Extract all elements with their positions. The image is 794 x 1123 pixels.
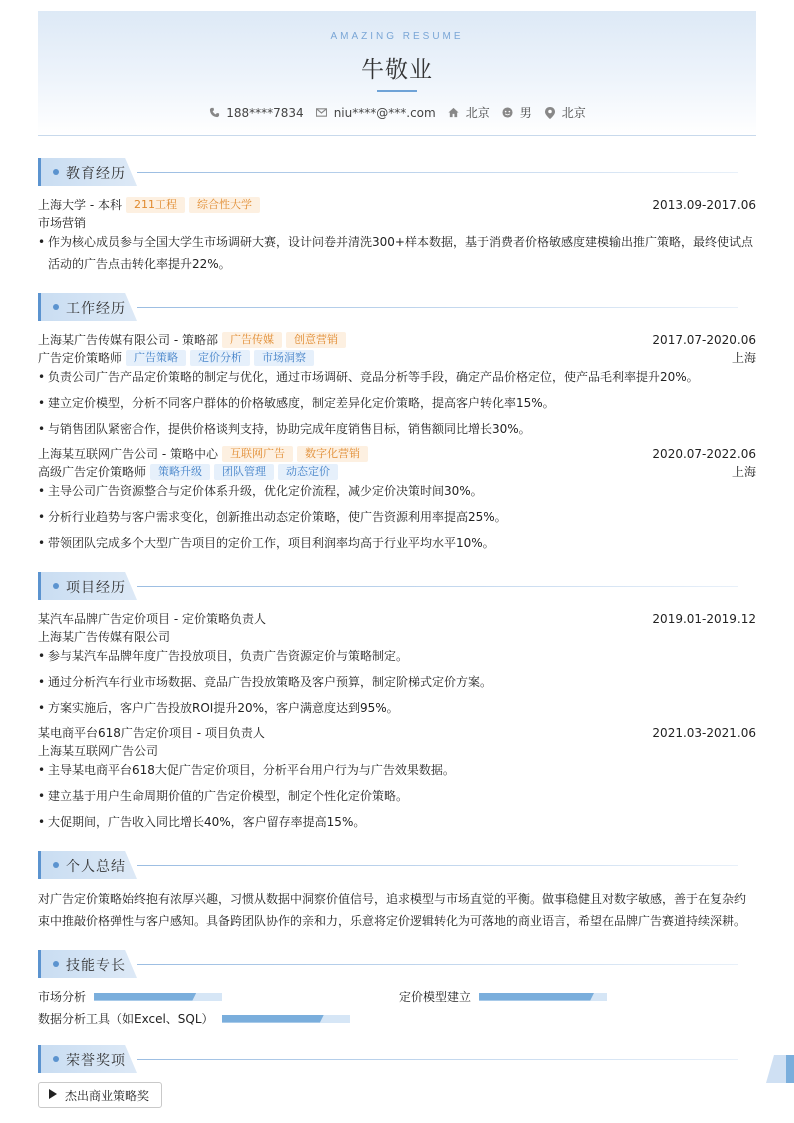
skill-bar (479, 993, 607, 1001)
candidate-name: 牛敬业 (361, 57, 433, 83)
summary-text: 对广告定价策略始终抱有浓厚兴趣，习惯从数据中洞察价值信号，追求模型与市场直觉的平衡。做事稳健且对数字敏感，善于在复杂约束中推敲价格弹性与客户感知。具备跨团队协作的亲和力，乐意将定价逻辑转化为可落地的商业语言，希望在品牌广告赛道持续深耕。 (38, 892, 747, 928)
work-company: 上海某互联网广告公司 - 策略中心 (38, 447, 218, 461)
corner-decoration (766, 1055, 794, 1083)
skill-item (38, 1010, 350, 1027)
section-divider (137, 586, 738, 587)
section-dot (53, 1056, 59, 1062)
work-position: 高级广告定价策略师 (38, 465, 147, 479)
section-title-skills: 技能专长 (66, 958, 126, 974)
education-major: 市场营销 (38, 216, 87, 230)
section-dot (53, 304, 59, 310)
contact-location (544, 104, 586, 121)
education-header (38, 196, 756, 213)
skill-item (38, 988, 222, 1005)
work-tag: 互联网广告 (222, 446, 293, 462)
work-date: 2017.07-2020.06 (652, 332, 756, 347)
contact-gender (502, 104, 532, 121)
contact-list (38, 104, 756, 121)
education-bullet: • 作为核心成员参与全国大学生市场调研大赛，设计问卷并清洗300+样本数据，基于消费者价格敏感度建模输出推广策略，最终使试点活动的广告点击转化率提升22%。 (38, 235, 753, 271)
section-education (38, 158, 738, 186)
resume-header (38, 11, 756, 136)
skill-bar-fill (479, 993, 594, 1001)
section-dot (53, 961, 59, 967)
section-title-summary: 个人总结 (66, 859, 126, 875)
work-skill-tag: 动态定价 (278, 464, 338, 480)
project-title: 某电商平台618广告定价项目 - 项目负责人 (38, 726, 265, 740)
project-org: 上海某广告传媒有限公司 (38, 630, 171, 644)
project-header (38, 724, 756, 741)
contact-phone-text: 188****7834 (226, 105, 304, 120)
contact-gender-text: 男 (519, 106, 532, 120)
work-bullet: • 与销售团队紧密合作，提供价格谈判支持，协助完成年度销售目标，销售额同比增长30%。 (38, 422, 531, 436)
work-position: 广告定价策略师 (38, 351, 123, 365)
section-dot (53, 862, 59, 868)
home-icon (448, 107, 460, 119)
work-tag: 数字化营销 (297, 446, 368, 462)
work-position-row (38, 463, 756, 480)
section-divider (137, 172, 738, 173)
work-bullet: • 主导公司广告资源整合与定价体系升级，优化定价流程，减少定价决策时间30%。 (38, 484, 483, 498)
play-icon (49, 1088, 57, 1102)
mail-icon (316, 107, 328, 119)
work-skill-tag: 广告策略 (126, 350, 186, 366)
section-work (38, 293, 738, 321)
work-bullet: • 负责公司广告产品定价策略的制定与优化，通过市场调研、竞品分析等手段，确定产品价格定位，使产品毛利率提升20%。 (38, 370, 699, 384)
project-bullet: • 通过分析汽车行业市场数据、竞品广告投放策略及客户预算，制定阶梯式定价方案。 (38, 675, 493, 689)
section-projects (38, 572, 738, 600)
skill-item (399, 988, 607, 1005)
project-org: 上海某互联网广告公司 (38, 744, 159, 758)
project-bullet: • 主导某电商平台618大促广告定价项目，分析平台用户行为与广告效果数据。 (38, 763, 455, 777)
award-badge (38, 1082, 162, 1108)
contact-home (448, 104, 490, 121)
section-divider (137, 1059, 738, 1060)
education-tag: 211工程 (126, 197, 185, 213)
work-city: 上海 (731, 351, 756, 365)
education-date: 2013.09-2017.06 (652, 197, 756, 212)
work-skill-tag: 市场洞察 (254, 350, 314, 366)
skill-bar-fill (94, 993, 196, 1001)
section-dot (53, 169, 59, 175)
work-city: 上海 (731, 465, 756, 479)
project-bullet: • 大促期间，广告收入同比增长40%，客户留存率提高15%。 (38, 815, 366, 829)
award-name: 杰出商业策略奖 (65, 1088, 150, 1103)
section-title-work: 工作经历 (66, 301, 126, 317)
project-date: 2019.01-2019.12 (652, 611, 756, 626)
skill-bar (222, 1015, 350, 1023)
work-tag: 创意营销 (286, 332, 346, 348)
contact-location-text: 北京 (561, 106, 586, 120)
project-title: 某汽车品牌广告定价项目 - 定价策略负责人 (38, 612, 266, 626)
skill-bar (94, 993, 222, 1001)
skill-bar-fill (222, 1015, 324, 1023)
contact-email (316, 104, 436, 121)
skill-name: 市场分析 (38, 990, 87, 1004)
gender-icon (502, 107, 514, 119)
section-summary (38, 851, 738, 879)
work-skill-tag: 策略升级 (150, 464, 210, 480)
work-bullet: • 分析行业趋势与客户需求变化，创新推出动态定价策略，使广告资源利用率提高25%。 (38, 510, 507, 524)
work-bullet: • 带领团队完成多个大型广告项目的定价工作，项目利润率均高于行业平均水平10%。 (38, 536, 495, 550)
project-header (38, 610, 756, 627)
project-date: 2021.03-2021.06 (652, 725, 756, 740)
contact-home-text: 北京 (465, 106, 490, 120)
project-bullet: • 参与某汽车品牌年度广告投放项目，负责广告资源定价与策略制定。 (38, 649, 409, 663)
skill-name: 定价模型建立 (399, 990, 472, 1004)
project-bullet: • 方案实施后，客户广告投放ROI提升20%，客户满意度达到95%。 (38, 701, 399, 715)
section-honors (38, 1045, 738, 1073)
location-icon (544, 107, 556, 119)
section-title-projects: 项目经历 (66, 580, 126, 596)
contact-email-text: niu****@***.com (333, 105, 436, 120)
education-school: 上海大学 - 本科 (38, 198, 122, 212)
work-skill-tag: 定价分析 (190, 350, 250, 366)
section-title-education: 教育经历 (66, 166, 126, 182)
work-position-row (38, 349, 756, 366)
header-sup: AMAZING RESUME (330, 31, 464, 42)
education-major-row (38, 214, 756, 231)
contact-phone (208, 104, 303, 121)
section-divider (137, 964, 738, 965)
phone-icon (208, 107, 220, 119)
work-company: 上海某广告传媒有限公司 - 策略部 (38, 333, 218, 347)
work-header (38, 331, 756, 348)
section-divider (137, 307, 738, 308)
work-header (38, 445, 756, 462)
section-title-honors: 荣誉奖项 (66, 1053, 126, 1069)
section-divider (137, 865, 738, 866)
education-tag: 综合性大学 (189, 197, 260, 213)
project-bullet: • 建立基于用户生命周期价值的广告定价模型，制定个性化定价策略。 (38, 789, 409, 803)
work-skill-tag: 团队管理 (214, 464, 274, 480)
section-skills (38, 950, 738, 978)
work-date: 2020.07-2022.06 (652, 446, 756, 461)
work-tag: 广告传媒 (222, 332, 282, 348)
name-underline (377, 90, 417, 92)
work-bullet: • 建立定价模型，分析不同客户群体的价格敏感度，制定差异化定价策略，提高客户转化率15%。 (38, 396, 555, 410)
project-org-row (38, 742, 756, 759)
skill-name: 数据分析工具（如Excel、SQL） (38, 1012, 214, 1026)
project-org-row (38, 628, 756, 645)
section-dot (53, 583, 59, 589)
